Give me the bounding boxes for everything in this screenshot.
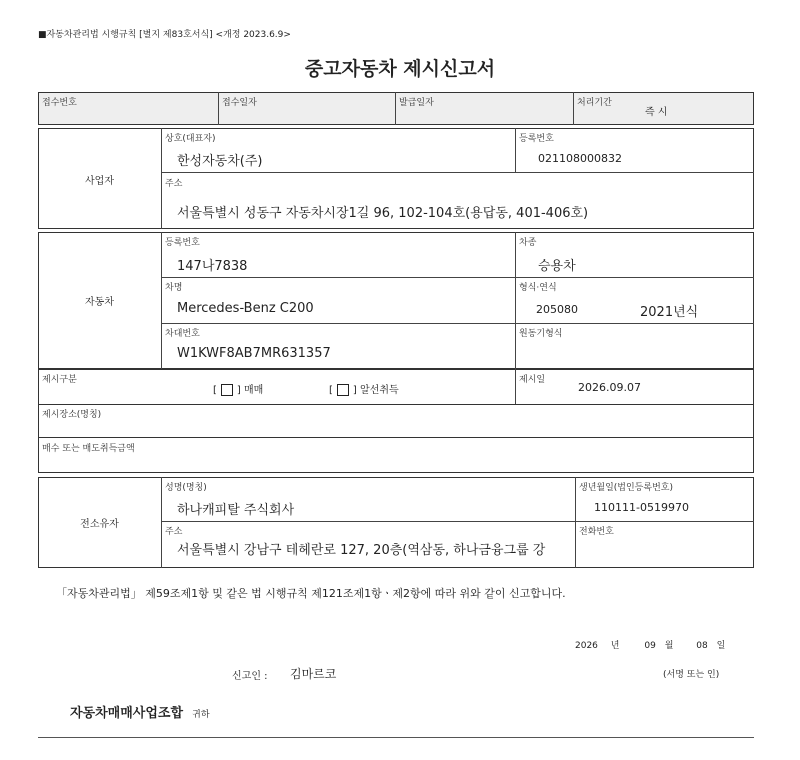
sale-checkbox[interactable]	[221, 384, 233, 396]
declaration-text: 「자동차관리법」 제59조제1항 및 같은 법 시행규칙 제121조제1항ㆍ제2항에 따라 위와 같이 신고합니다.	[56, 587, 566, 600]
business-address-label: 주소	[165, 179, 183, 189]
recipient	[70, 702, 210, 721]
business-address-value: 서울특별시 성동구 자동차시장1길 96, 102-104호(용답동, 401-406호)	[177, 206, 589, 221]
owner-birth-value: 110111-0519970	[594, 501, 689, 514]
owner-address-value: 서울특별시 강남구 테헤란로 127, 20층(역삼동, 하나금융그룹 강	[177, 543, 546, 558]
business-reg-value: 021108000832	[538, 152, 622, 165]
report-date	[575, 638, 725, 651]
price-row	[38, 437, 754, 473]
recipient-suffix: 귀하	[192, 710, 210, 720]
processing-period-value: 즉 시	[645, 107, 668, 118]
report-day: 08	[696, 641, 708, 651]
report-month: 09	[644, 641, 656, 651]
vehicle-vin-value: W1KWF8AB7MR631357	[177, 346, 331, 361]
presentation-type-label: 제시구분	[42, 375, 77, 385]
vehicle-reg-label: 등록번호	[165, 238, 200, 248]
processing-period-label: 처리기간	[577, 98, 612, 108]
reporter-value: 김마르코	[290, 667, 337, 681]
owner-address-label: 주소	[165, 527, 183, 537]
form-title: 중고자동차 제시신고서	[304, 58, 496, 80]
vehicle-year-value: 2021년식	[640, 305, 699, 320]
presentation-date-label: 제시일	[519, 375, 546, 385]
owner-name-value: 하나캐피탈 주식회사	[177, 503, 295, 518]
owner-section-label: 전소유자	[80, 519, 119, 530]
vehicle-reg-value: 147나7838	[177, 259, 248, 274]
price-label: 매수 또는 매도취득금액	[42, 444, 135, 454]
reception-no-label: 접수번호	[42, 98, 77, 108]
regulation-text: ■자동차관리법 시행규칙 [별지 제83호서식] <개정 2023.6.9>	[38, 30, 291, 40]
business-section-label: 사업자	[85, 176, 114, 187]
presentation-place-label: 제시장소(명칭)	[42, 410, 102, 420]
owner-name-label: 성명(명칭)	[165, 483, 207, 493]
vehicle-model-value: 205080	[536, 303, 578, 316]
vehicle-model-label: 형식·연식	[519, 283, 557, 293]
vehicle-section-label: 자동차	[85, 297, 114, 308]
owner-birth-label: 생년월일(법인등록번호)	[579, 483, 673, 493]
signature-label: (서명 또는 인)	[663, 670, 720, 680]
recipient-name: 자동차매매사업조합	[70, 706, 184, 721]
business-name-label: 상호(대표자)	[165, 134, 216, 144]
broker-option-label: 알선취득	[360, 385, 399, 396]
vehicle-type-value: 승용차	[538, 259, 576, 274]
reception-date-label: 접수일자	[222, 98, 257, 108]
report-year-unit: 년	[610, 641, 620, 651]
vehicle-name-value: Mercedes-Benz C200	[177, 301, 314, 316]
bottom-rule	[38, 737, 754, 738]
business-name-value: 한성자동차(주)	[177, 154, 263, 169]
vehicle-name-label: 차명	[165, 283, 183, 293]
vehicle-type-label: 차종	[519, 238, 537, 248]
presentation-option-broker[interactable]: [ ] 알선취득	[329, 385, 399, 396]
broker-checkbox[interactable]	[337, 384, 349, 396]
presentation-date-value: 2026.09.07	[578, 381, 641, 394]
report-day-unit: 일	[716, 641, 726, 651]
reporter-label: 신고인 :	[232, 671, 268, 682]
owner-phone-label: 전화번호	[579, 527, 614, 537]
issue-date-label: 발급일자	[399, 98, 434, 108]
sale-option-label: 매매	[244, 385, 264, 396]
vehicle-engine-label: 원동기형식	[519, 329, 563, 339]
report-month-unit: 월	[664, 641, 674, 651]
presentation-place-row	[38, 404, 754, 438]
report-year: 2026	[575, 641, 598, 651]
presentation-option-sale[interactable]: [ ] 매매	[213, 385, 264, 396]
business-reg-label: 등록번호	[519, 134, 554, 144]
vehicle-vin-label: 차대번호	[165, 329, 200, 339]
